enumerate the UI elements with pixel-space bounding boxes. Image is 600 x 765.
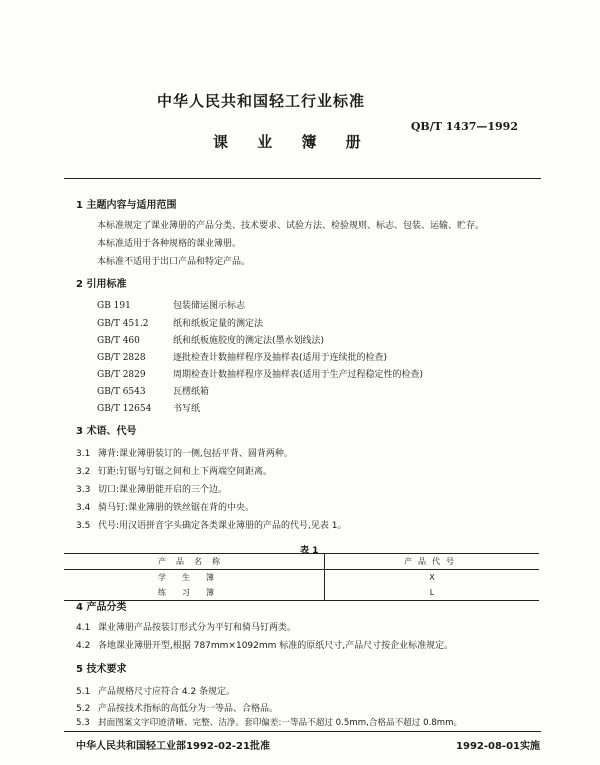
reference-item — [97, 367, 423, 380]
bottom-rule — [64, 731, 541, 732]
reference-item — [97, 316, 263, 329]
reference-title: 纸和纸板定量的测定法 — [173, 319, 264, 329]
reference-code: GB/T 6543 — [97, 387, 146, 397]
clause-number: 3.3 — [76, 485, 91, 495]
clause-number: 5.1 — [76, 687, 91, 697]
clause — [76, 482, 227, 495]
document-title: 课 业 簿 册 — [213, 133, 373, 151]
reference-item — [97, 350, 387, 363]
clause-number: 3.2 — [76, 467, 91, 477]
section-1-paragraph: 本标准不适用于出口产品和特定产品。 — [97, 257, 251, 267]
reference-item — [97, 384, 209, 397]
clause-number: 4.2 — [76, 641, 91, 651]
clause-text: 代号:用汉语拼音字头确定各类课业簿册的产品的代号,见表 1。 — [98, 521, 347, 531]
clause-number: 3.4 — [76, 503, 91, 513]
table-cell: 学生簿 — [64, 570, 325, 586]
clause — [76, 684, 235, 697]
column-header: 产品代号 — [325, 554, 540, 570]
clause-text: 产品按技术指标的高低分为一等品、合格品。 — [98, 704, 279, 714]
column-header: 产品名称 — [64, 554, 325, 570]
clause — [76, 638, 453, 651]
section-1-heading: 1 主题内容与适用范围 — [76, 200, 177, 211]
reference-code: GB/T 451.2 — [97, 319, 149, 329]
section-5-heading: 5 技术要求 — [76, 664, 127, 675]
product-code-table — [64, 553, 539, 601]
approval-line: 中华人民共和国轻工业部1992-02-21批准 — [76, 741, 270, 752]
clause-text: 产品规格尺寸应符合 4.2 条规定。 — [98, 687, 236, 697]
top-rule — [64, 178, 541, 179]
reference-code: GB/T 2829 — [97, 370, 146, 380]
section-1-paragraph: 本标准适用于各种规格的课业簿册。 — [97, 239, 242, 249]
clause — [76, 446, 293, 459]
effective-date: 1992-08-01实施 — [456, 741, 540, 752]
reference-title: 纸和纸板施胶度的测定法(墨水划线法) — [173, 336, 325, 346]
table-cell: X — [429, 573, 435, 582]
clause-number: 5.3 — [76, 718, 90, 728]
reference-title: 书写纸 — [173, 404, 201, 414]
reference-title: 周期检查计数抽样程序及抽样表(适用于生产过程稳定性的检查) — [173, 370, 424, 380]
table-row — [64, 585, 539, 601]
section-2-heading: 2 引用标准 — [76, 279, 127, 290]
table-row — [64, 570, 539, 586]
section-4-heading: 4 产品分类 — [76, 602, 127, 613]
clause — [76, 518, 346, 531]
reference-code: GB/T 460 — [97, 336, 140, 346]
clause-text: 骑马钉:课业簿册的铁丝锯在背的中央。 — [98, 503, 255, 513]
clause-number: 5.2 — [76, 704, 91, 714]
standard-number: QB/T 1437—1992 — [410, 120, 518, 133]
clause-text: 课业簿册产品按装订形式分为平钉和骑马钉两类。 — [98, 623, 297, 633]
reference-item — [97, 333, 324, 346]
clause-number: 4.1 — [76, 623, 91, 633]
clause — [76, 620, 296, 633]
clause-number: 3.5 — [76, 521, 91, 531]
clause — [76, 716, 462, 728]
reference-title: 包装储运图示标志 — [173, 301, 246, 311]
reference-code: GB/T 12654 — [97, 404, 152, 414]
reference-code: GB/T 2828 — [97, 353, 146, 363]
table-cell: 练习簿 — [64, 585, 325, 601]
table-header-row — [64, 554, 539, 570]
issuing-organization: 中华人民共和国轻工行业标准 — [157, 92, 366, 110]
clause — [76, 500, 254, 513]
clause-text: 钉距:钉锯与钉锯之间和上下两端空间距离。 — [98, 467, 273, 477]
reference-title: 逐批检查计数抽样程序及抽样表(适用于连续批的检查) — [173, 353, 388, 363]
reference-item — [97, 401, 200, 414]
reference-title: 瓦楞纸箱 — [173, 387, 210, 397]
section-3-heading: 3 术语、代号 — [76, 426, 137, 437]
clause-text: 各地课业簿册开型,根据 787mm×1092mm 标准的原纸尺寸,产品尺寸按企业标准规定。 — [98, 641, 454, 651]
clause-text: 封面图案文字印迹清晰、完整、洁净。套印偏差:一等品不超过 0.5mm,合格品不超过 0.8mm。 — [98, 718, 463, 728]
clause-text: 簿背:课业簿册装订的一侧,包括平背、圆背两种。 — [98, 449, 293, 459]
table-cell: L — [325, 585, 540, 601]
clause — [76, 464, 272, 477]
clause-text: 切口:课业簿册能开启的三个边。 — [98, 485, 228, 495]
reference-item — [97, 298, 245, 311]
clause — [76, 701, 278, 714]
clause-number: 3.1 — [76, 449, 91, 459]
section-1-paragraph: 本标准规定了课业簿册的产品分类、技术要求、试验方法、检验规则、标志、包装、运输、贮存。 — [97, 221, 485, 231]
table-caption: 表 1 — [300, 546, 319, 556]
reference-code: GB 191 — [97, 301, 131, 311]
